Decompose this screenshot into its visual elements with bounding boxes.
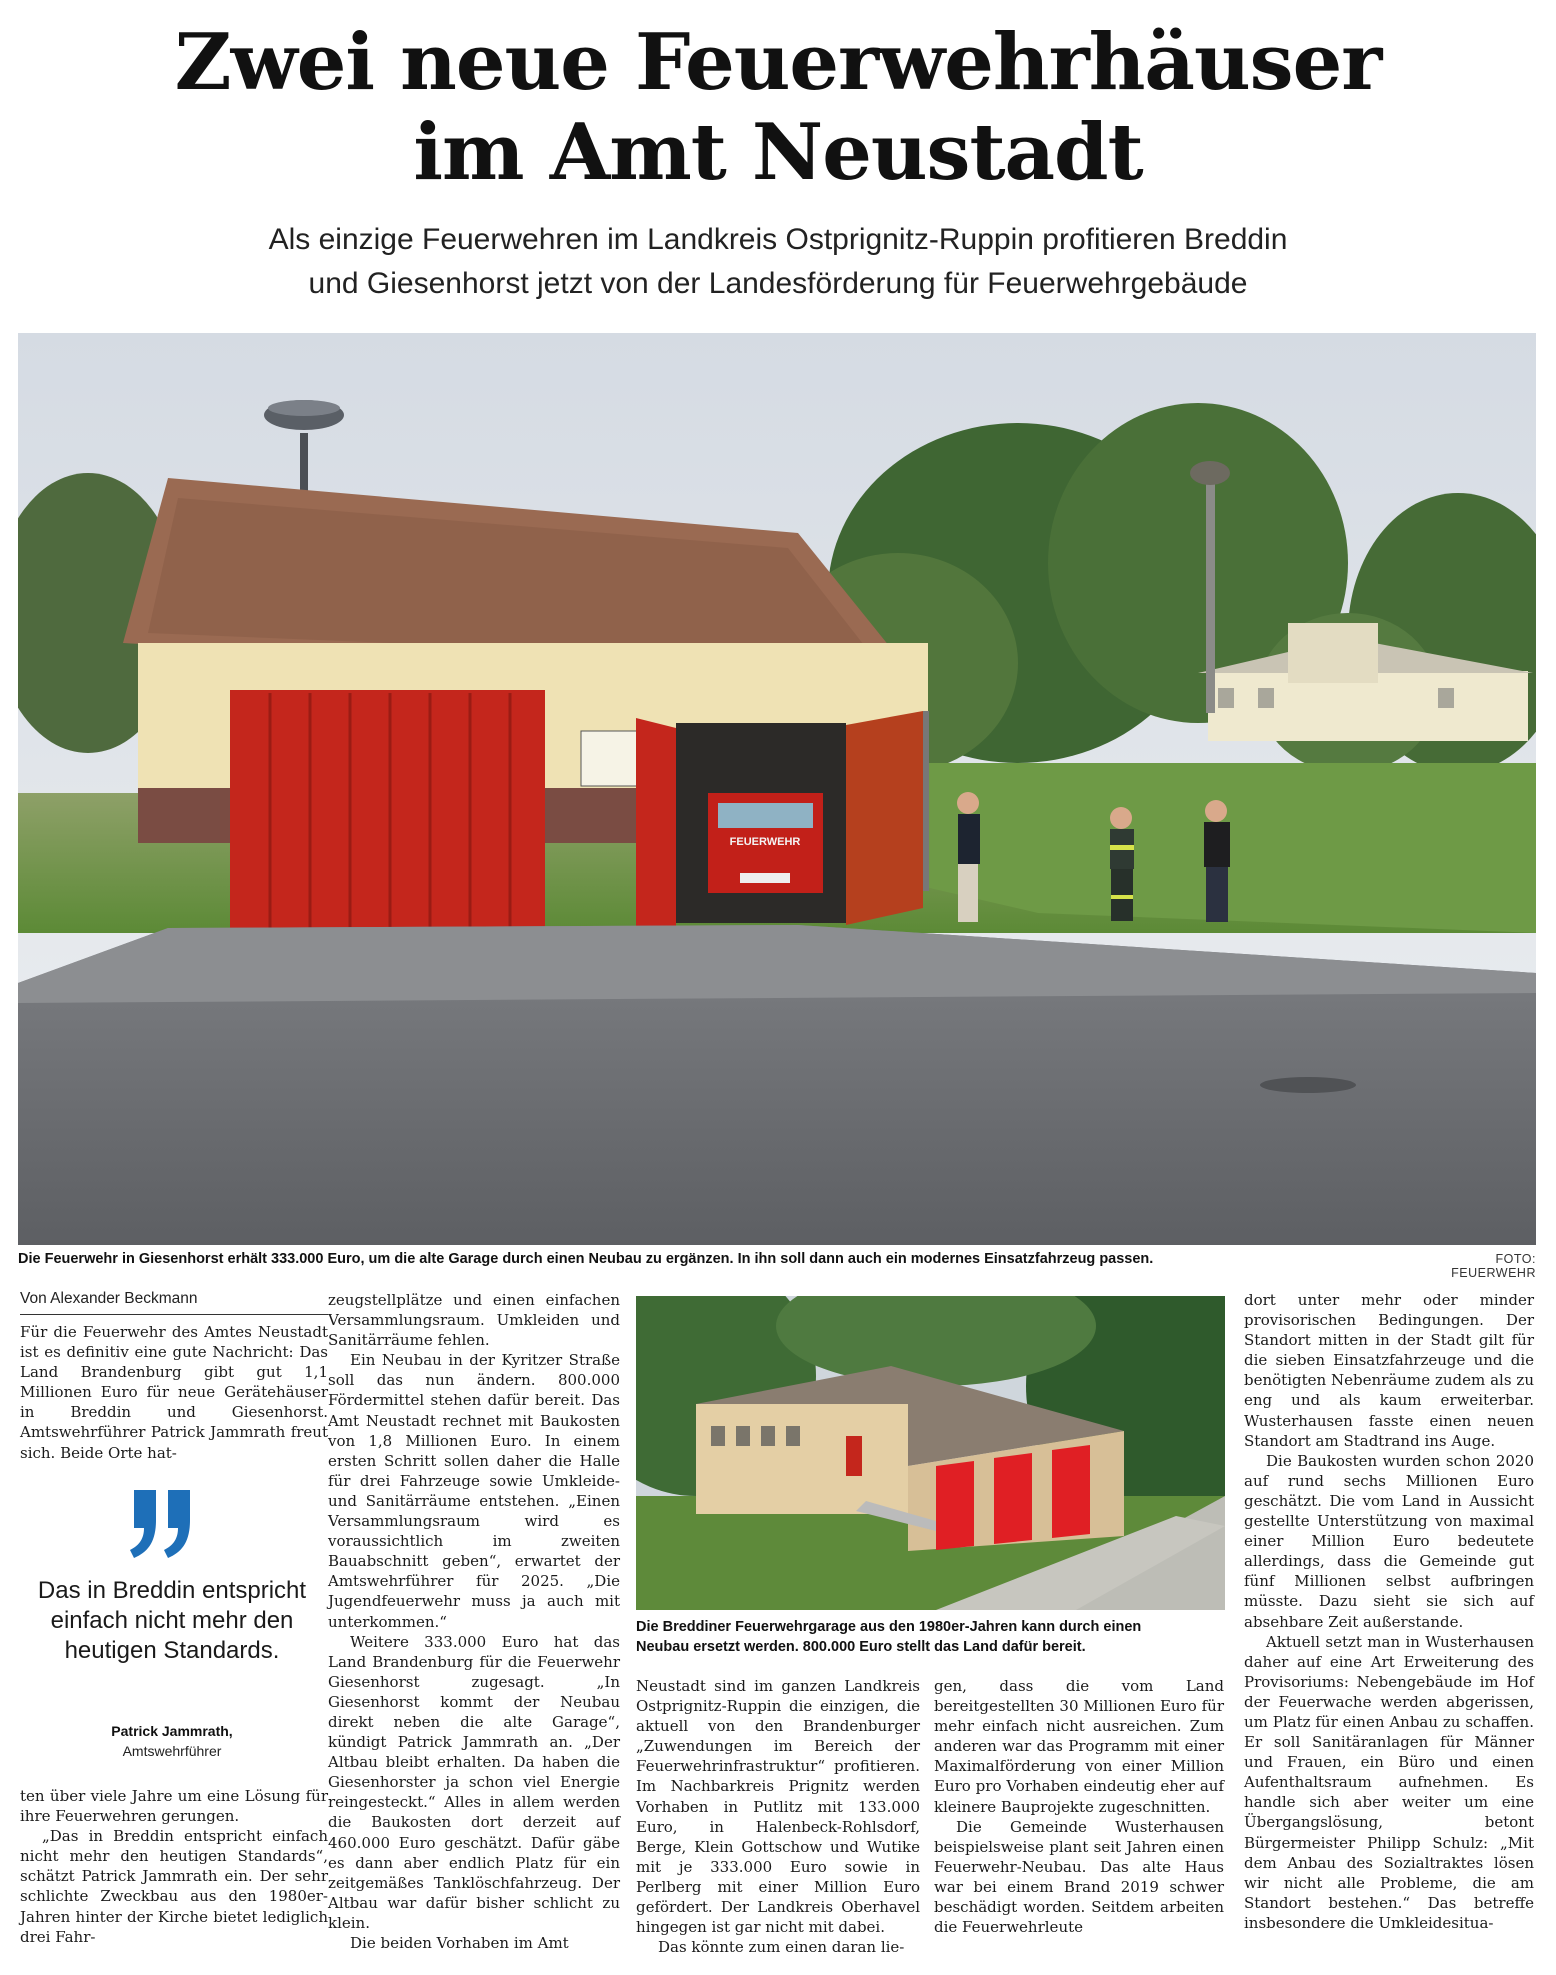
paragraph: Weitere 333.000 Euro hat das Land Brandenburg für die Feuerwehr Giesenhorst zugesagt. „In Giesenhorst kommt der Neubau direkt neben die alte Garage“, kündigt Patrick Jammrath an. „Der Altbau bleibt erhalten. Da haben die Giesenhorster ja schon viel Energie reingesteckt.“ Alles in allem werden die Baukosten dort derzeit auf 460.000 Euro geschätzt. Dafür gäbe es dann aber endlich Platz für ein zeitgemäßes Tanklöschfahrzeug. Der Altbau war dafür bisher schlicht zu klein.: [328, 1632, 620, 1932]
article-column-5: [1244, 1290, 1534, 1933]
subheadline: [0, 218, 1556, 306]
paragraph: Neustadt sind im ganzen Landkreis Ostprignitz-Ruppin die einzigen, die aktuell von den Brandenburger „Zuwendungen im Bereich der Feuerwehrinfrastruktur“ profitieren. Im Nachbarkreis Prignitz werden Vorhaben in Putlitz mit 133.000 Euro, in Halenbeck-Rohlsdorf, Berge, Klein Gottschow und Wutike mit je 333.000 Euro sowie in Perlberg mit einer Million Euro gefördert. Der Landkreis Oberhavel hingegen ist gar nicht mit dabei.: [636, 1677, 920, 1937]
subheadline-line-2: und Giesenhorst jetzt von der Landesförderung für Feuerwehrgebäude: [308, 267, 1248, 300]
fire-truck-label: FEUERWEHR: [729, 836, 801, 848]
article-column-1-top: [20, 1322, 328, 1463]
headline: [0, 18, 1556, 198]
paragraph: Das könnte zum einen daran lie-: [658, 1938, 905, 1957]
article-column-4: [934, 1676, 1224, 1937]
garage-door-left: [230, 690, 545, 930]
article-column-2: [328, 1290, 620, 1953]
paragraph: „Das in Breddin entspricht einfach nicht mehr den heutigen Standards“, schätzt Patrick Jammrath ein. Der sehr schlichte Zweckbau aus den 1980er-Jahren hinter der Kirche bietet lediglich drei Fahr-: [20, 1827, 328, 1946]
breddin-caption-line-2: Neubau ersetzt werden. 800.000 Euro stellt das Land dafür bereit.: [636, 1639, 1086, 1655]
photo-credit: FOTO: FEUERWEHR: [1451, 1252, 1536, 1280]
pull-quote-role: Amtswehrführer: [122, 1743, 222, 1759]
paragraph: Ein Neubau in der Kyritzer Straße soll das nun ändern. 800.000 Fördermittel stehen dafür bereit. Das Amt Neustadt rechnet mit Baukosten von 1,8 Millionen Euro. In einem ersten Schritt sollen daher die Halle für drei Fahrzeuge sowie Umkleide- und Sanitärräume entstehen. „Einen Versammlungsraum wird es voraussichtlich im zweiten Bauabschnitt geben“, erwartet der Amtswehrführer für 2025. „Die Jugendfeuerwehr muss ja auch mit unterkommen.“: [328, 1351, 620, 1631]
paragraph: Für die Feuerwehr des Amtes Neustadt ist es definitiv eine gute Nachricht: Das Land Brandenburg gibt gut 1,1 Millionen Euro für neue Gerätehäuser in Breddin und Giesenhorst. Amtswehrführer Patrick Jammrath freut sich. Beide Orte hat-: [20, 1323, 328, 1462]
breddin-photo-caption: [636, 1617, 1236, 1657]
headline-line-2: im Amt Neustadt: [413, 107, 1143, 198]
paragraph: Die Gemeinde Wusterhausen beispielsweise plant seit Jahren einen Feuerwehr-Neubau. Das alte Haus war bei einem Brand 2019 schwer beschädigt worden. Seitdem arbeiten die Feuerwehrleute: [934, 1817, 1224, 1937]
paragraph: ten über viele Jahre um eine Lösung für ihre Feuerwehren gerungen.: [20, 1787, 328, 1826]
article-column-3: [636, 1676, 920, 1957]
breddin-photo: [636, 1296, 1225, 1610]
byline-divider: [20, 1314, 328, 1315]
paragraph: Aktuell setzt man in Wusterhausen daher auf eine Art Erweiterung des Provisoriums: Nebengebäude im Hof der Feuerwache werden abgerissen, um Platz für einen Anbau zu schaffen. Er soll Sanitäranlagen für Männer und Frauen, ein Büro und einen Aufenthaltsraum aufnehmen. Es handle sich aber weiter um eine Übergangslösung, betont Bürgermeister Philipp Schulz: „Mit dem Anbau des Sozialtraktes lösen wir nicht alle Probleme, die am Standort bestehen.“ Das betreffe insbesondere die Umkleidesitua-: [1244, 1632, 1534, 1932]
paragraph: dort unter mehr oder minder provisorischen Bedingungen. Der Standort mitten in der Stadt gilt für die sieben Einsatzfahrzeuge und die benötigten Nebenräume zudem als zu eng und als kaum erweiterbar. Wusterhausen fasste einen neuen Standort am Stadtrand ins Auge.: [1244, 1291, 1534, 1450]
subheadline-line-1: Als einzige Feuerwehren im Landkreis Ostprignitz-Ruppin profitieren Breddin: [268, 223, 1288, 256]
fire-station-building: [123, 478, 929, 953]
pull-quote-name: Patrick Jammrath,: [111, 1723, 233, 1739]
byline: Von Alexander Beckmann: [20, 1290, 198, 1307]
pull-quote: Das in Breddin entspricht einfach nicht mehr den heutigen Standards.: [37, 1577, 307, 1664]
quote-mark-icon: [128, 1490, 198, 1570]
paragraph: zeugstellplätze und einen einfachen Versammlungsraum. Umkleiden und Sanitärräume fehlen.: [328, 1291, 620, 1350]
paragraph: Die beiden Vorhaben im Amt: [350, 1934, 569, 1952]
main-photo: [18, 333, 1536, 1245]
paragraph: Die Baukosten wurden schon 2020 auf rund sechs Millionen Euro geschätzt. Die vom Land in Aussicht gestellte Unterstützung von maximal einer Million Euro bedeutete allerdings, dass die Gemeinde gut fünf Millionen selbst aufbringen müsste. Dazu sieht sie sich auf absehbare Zeit außerstande.: [1244, 1451, 1534, 1631]
breddin-caption-line-1: Die Breddiner Feuerwehrgarage aus den 1980er-Jahren kann durch einen: [636, 1619, 1142, 1635]
paragraph: gen, dass die vom Land bereitgestellten 30 Millionen Euro für mehr einfach nicht ausreichen. Zum anderen war das Programm mit einer Maximalförderung von einer Million Euro pro Vorhaben eindeutig eher auf kleinere Bauprojekte zugeschnitten.: [934, 1677, 1224, 1816]
article-column-1-bottom: [20, 1786, 328, 1947]
headline-line-1: Zwei neue Feuerwehrhäuser: [174, 17, 1382, 108]
main-photo-caption: Die Feuerwehr in Giesenhorst erhält 333.000 Euro, um die alte Garage durch einen Neubau zu ergänzen. In ihn soll dann auch ein modernes Einsatzfahrzeug passen.: [18, 1251, 1154, 1267]
